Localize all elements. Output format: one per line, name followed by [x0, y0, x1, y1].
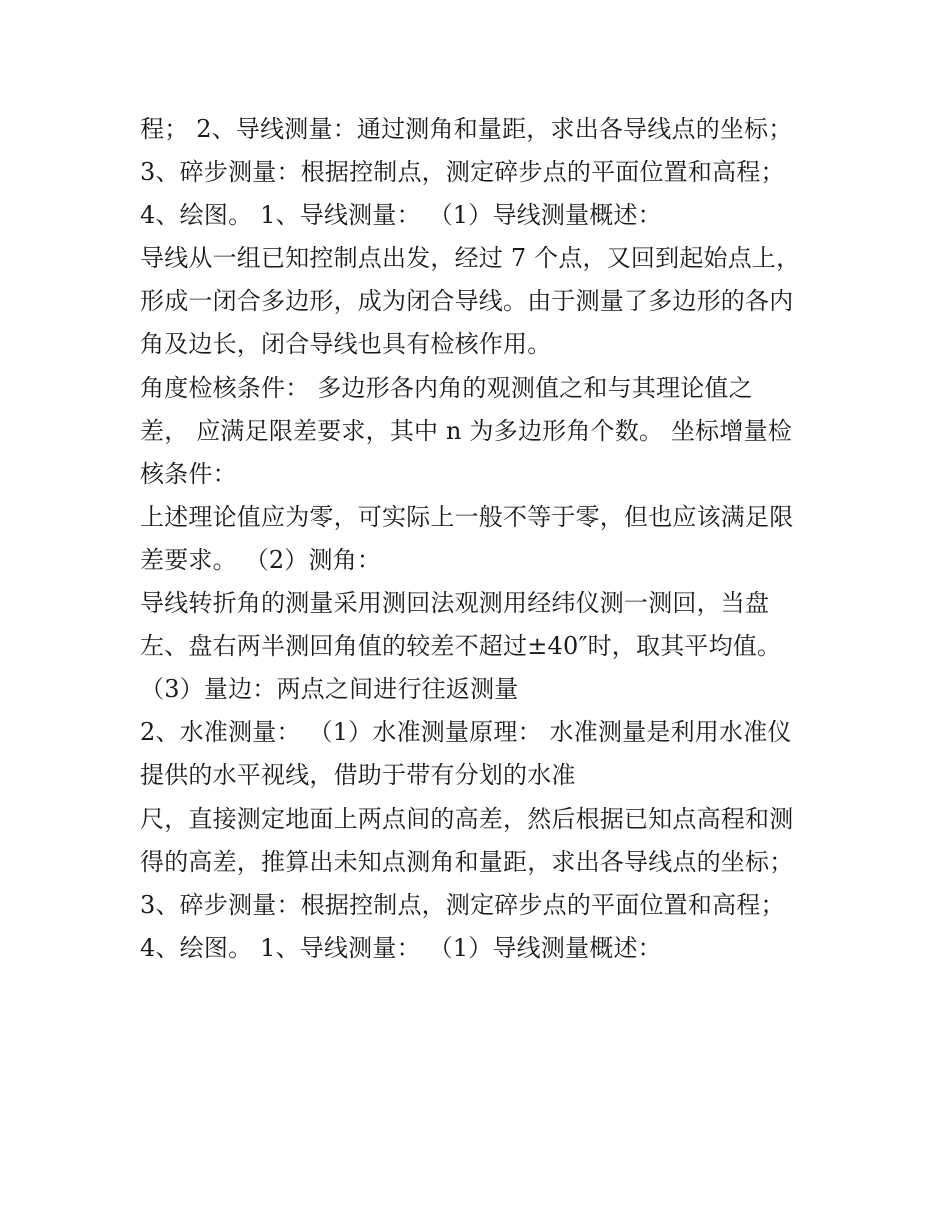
text-line: 角及边长，闭合导线也具有检核作用。: [140, 330, 552, 359]
text-line: 提供的水平视线，借助于带有分划的水准: [140, 761, 576, 790]
text-line: 4、绘图。 1、导线测量： （1）导线测量概述：: [140, 933, 662, 962]
text-line: 左、盘右两半测回角值的较差不超过±40″时，取其平均值。: [140, 632, 782, 661]
text-line: 导线转折角的测量采用测回法观测用经纬仪测一测回，当盘: [140, 589, 770, 618]
body-text: [140, 108, 820, 970]
text-line: 差要求。 （2）测角：: [140, 545, 382, 574]
text-line: 3、碎步测量：根据控制点，测定碎步点的平面位置和高程；: [140, 890, 785, 919]
text-line: （3）量边：两点之间进行往返测量: [140, 675, 519, 704]
text-line: 4、绘图。 1、导线测量： （1）导线测量概述：: [140, 201, 662, 230]
text-line: 核条件：: [140, 459, 237, 488]
text-line: 程； 2、导线测量：通过测角和量距，求出各导线点的坐标；: [140, 115, 793, 143]
text-line: 上述理论值应为零，可实际上一般不等于零，但也应该满足限: [140, 502, 794, 531]
text-line: 形成一闭合多边形，成为闭合导线。由于测量了多边形的各内: [140, 287, 794, 316]
text-line: 导线从一组已知控制点出发，经过 7 个点，又回到起始点上，: [140, 244, 801, 273]
text-line: 差， 应满足限差要求，其中 n 为多边形角个数。 坐标增量检: [140, 416, 792, 445]
text-line: 得的高差，推算出未知点测角和量距，求出各导线点的坐标；: [140, 847, 794, 876]
text-line: 角度检核条件： 多边形各内角的观测值之和与其理论值之: [140, 373, 753, 402]
text-line: 3、碎步测量：根据控制点，测定碎步点的平面位置和高程；: [140, 158, 785, 187]
text-line: 尺，直接测定地面上两点间的高差，然后根据已知点高程和测: [140, 804, 794, 833]
text-line: 2、水准测量： （1）水准测量原理： 水准测量是利用水准仪: [140, 718, 792, 747]
